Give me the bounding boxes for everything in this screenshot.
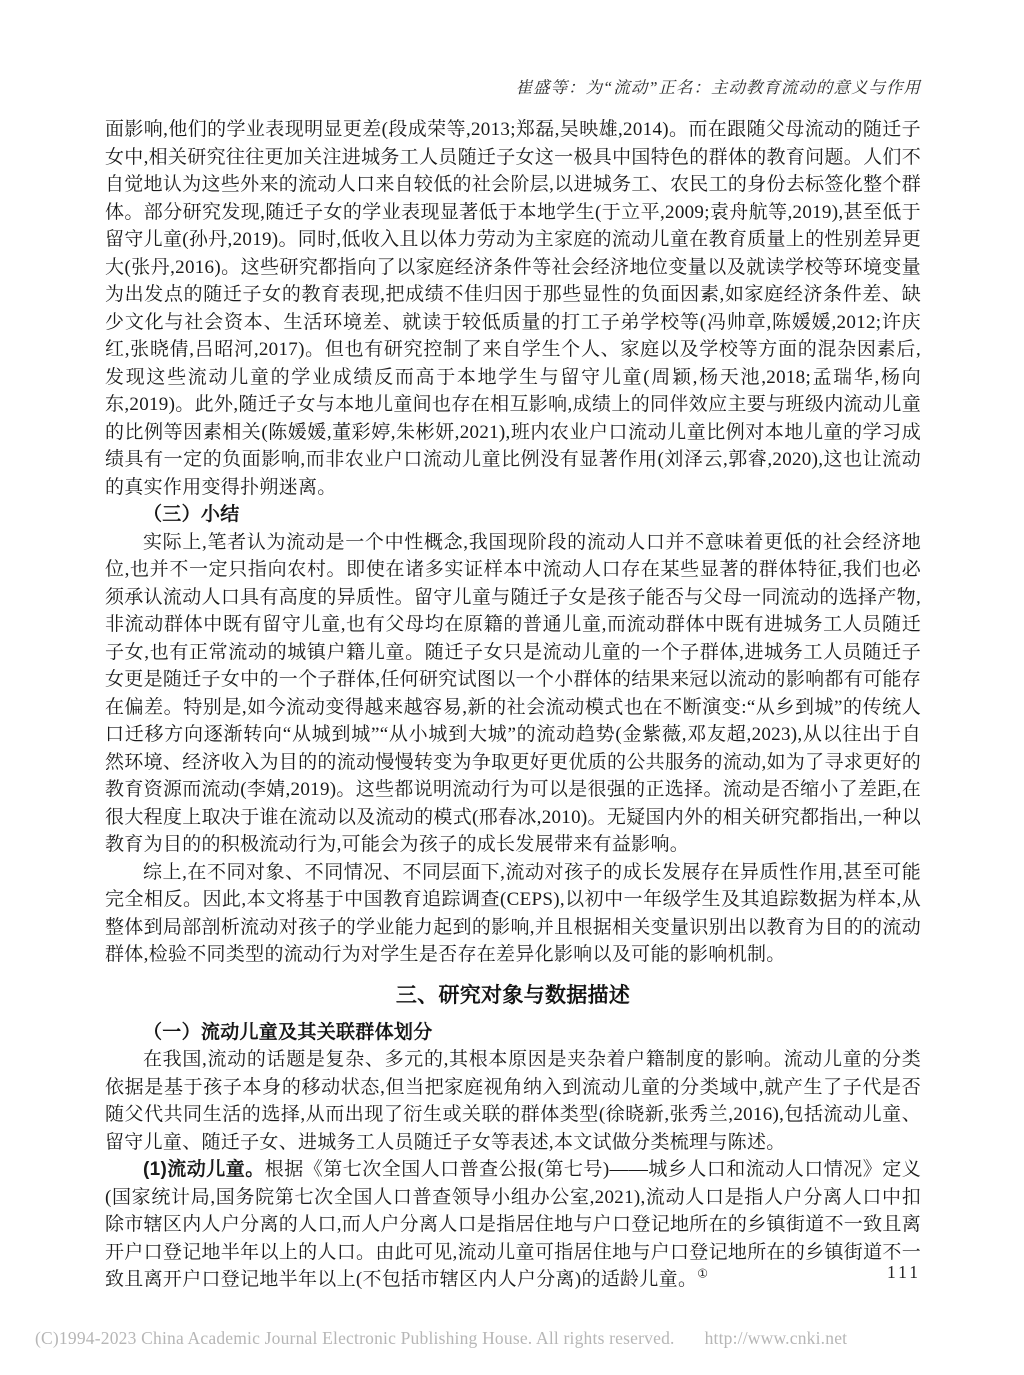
subsection-heading-summary: （三）小结 xyxy=(143,504,240,525)
copyright-text: (C)1994-2023 China Academic Journal Electronic Publishing House. All rights reserved. xyxy=(35,1328,675,1348)
page-number: 111 xyxy=(887,1262,921,1282)
paragraph-classification-intro: 在我国,流动的话题是复杂、多元的,其根本原因是夹杂着户籍制度的影响。流动儿童的分类依据是基于孩子本身的移动状态,但当把家庭视角纳入到流动儿童的分类域中,就产生了子代是否随父代共同生活的选择,从而出现了衍生或关联的群体类型(徐晓新,张秀兰,2016),包括流动儿童、留守儿童、随迁子女、进城务工人员随迁子女等表述,本文试做分类梳理与陈述。 xyxy=(105,1049,921,1153)
paragraph-continuation: 面影响,他们的学业表现明显更差(段成荣等,2013;郑磊,吴映雄,2014)。而在跟随父母流动的随迁子女中,相关研究往往更加关注进城务工人员随迁子女这一极具中国特色的群体的教育问题。人们不自觉地认为这些外来的流动人口来自较低的社会阶层,以进城务工、农民工的身份去标签化整个群体。部分研究发现,随迁子女的学业表现显著低于本地学生(于立平,2009;袁舟航等,2019),甚至低于留守儿童(孙丹,2019)。同时,低收入且以体力劳动为主家庭的流动儿童在教育质量上的性别差异更大(张丹,2016)。这些研究都指向了以家庭经济条件等社会经济地位变量以及就读学校等环境变量为出发点的随迁子女的教育表现,把成绩不佳归因于那些显性的负面因素,如家庭经济条件差、缺少文化与社会资本、生活环境差、就读于较低质量的打工子弟学校等(冯帅章,陈媛媛,2012;许庆红,张晓倩,吕昭河,2017)。但也有研究控制了来自学生个人、家庭以及学校等方面的混杂因素后,发现这些流动儿童的学业成绩反而高于本地学生与留守儿童(周颖,杨天池,2018;孟瑞华,杨向东,2019)。此外,随迁子女与本地儿童间也存在相互影响,成绩上的同伴效应主要与班级内流动儿童的比例等因素相关(陈媛媛,董彩婷,朱彬妍,2021),班内农业户口流动儿童比例对本地儿童的学习成绩具有一定的负面影响,而非农业户口流动儿童比例没有显著作用(刘泽云,郭睿,2020),这也让流动的真实作用变得扑朔迷离。 xyxy=(105,119,921,498)
definition-body-text: 根据《第七次全国人口普查公报(第七号)——城乡人口和流动人口情况》定义(国家统计局,国务院第七次全国人口普查领导小组办公室,2021),流动人口是指人户分离人口中扣除市辖区内人户分离的人口,而人户分离人口是指居住地与户口登记地所在的乡镇街道不一致且离开户口登记地半年以上的人口。由此可见,流动儿童可指居住地与户口登记地所在的乡镇街道不一致且离开户口登记地半年以上(不包括市辖区内人户分离)的适龄儿童。 xyxy=(105,1159,922,1290)
article-body xyxy=(105,116,921,1294)
running-head-title: 崔盛等：为“流动”正名：主动教育流动的意义与作用 xyxy=(515,78,921,97)
subsection-heading-migrant-children-groups: （一）流动儿童及其关联群体划分 xyxy=(143,1021,433,1043)
section-heading-research-data: 三、研究对象与数据描述 xyxy=(395,983,631,1007)
paragraph-summary-2: 综上,在不同对象、不同情况、不同层面下,流动对孩子的成长发展存在异质性作用,甚至可能完全相反。因此,本文将基于中国教育追踪调查(CEPS),以初中一年级学生及其追踪数据为样本,从整体到局部剖析流动对孩子的学业能力起到的影响,并且根据相关变量识别出以教育为目的的流动群体,检验不同类型的流动行为对学生是否存在差异化影响以及可能的影响机制。 xyxy=(105,861,921,965)
cnki-footer xyxy=(35,1328,995,1349)
definition-term-label: (1)流动儿童。 xyxy=(143,1159,265,1180)
footnote-marker: ① xyxy=(697,1266,709,1281)
paragraph-summary-1: 实际上,笔者认为流动是一个中性概念,我国现阶段的流动人口并不意味着更低的社会经济地位,也并不一定只指向农村。即使在诸多实证样本中流动人口存在某些显著的群体特征,我们也必须承认流动人口具有高度的异质性。留守儿童与随迁子女是孩子能否与父母一同流动的选择产物,非流动群体中既有留守儿童,也有父母均在原籍的普通儿童,而流动群体中既有进城务工人员随迁子女,也有正常流动的城镇户籍儿童。随迁子女只是流动儿童的一个子群体,进城务工人员随迁子女更是随迁子女中的一个子群体,任何研究试图以一个小群体的结果来冠以流动的影响都有可能存在偏差。特别是,如今流动变得越来越容易,新的社会流动模式也在不断演变:“从乡到城”的传统人口迁移方向逐渐转向“从城到城”“从小城到大城”的流动趋势(金紫薇,邓友超,2023),从以往出于自然环境、经济收入为目的的流动慢慢转变为争取更好更优质的公共服务的流动,如为了寻求更好的教育资源而流动(李婧,2019)。这些都说明流动行为可以是很强的正选择。流动是否缩小了差距,在很大程度上取决于谁在流动以及流动的模式(邢春冰,2010)。无疑国内外的相关研究都指出,一种以教育为目的的积极流动行为,可能会为孩子的成长发展带来有益影响。 xyxy=(105,531,921,855)
cnki-url: http://www.cnki.net xyxy=(704,1328,848,1348)
